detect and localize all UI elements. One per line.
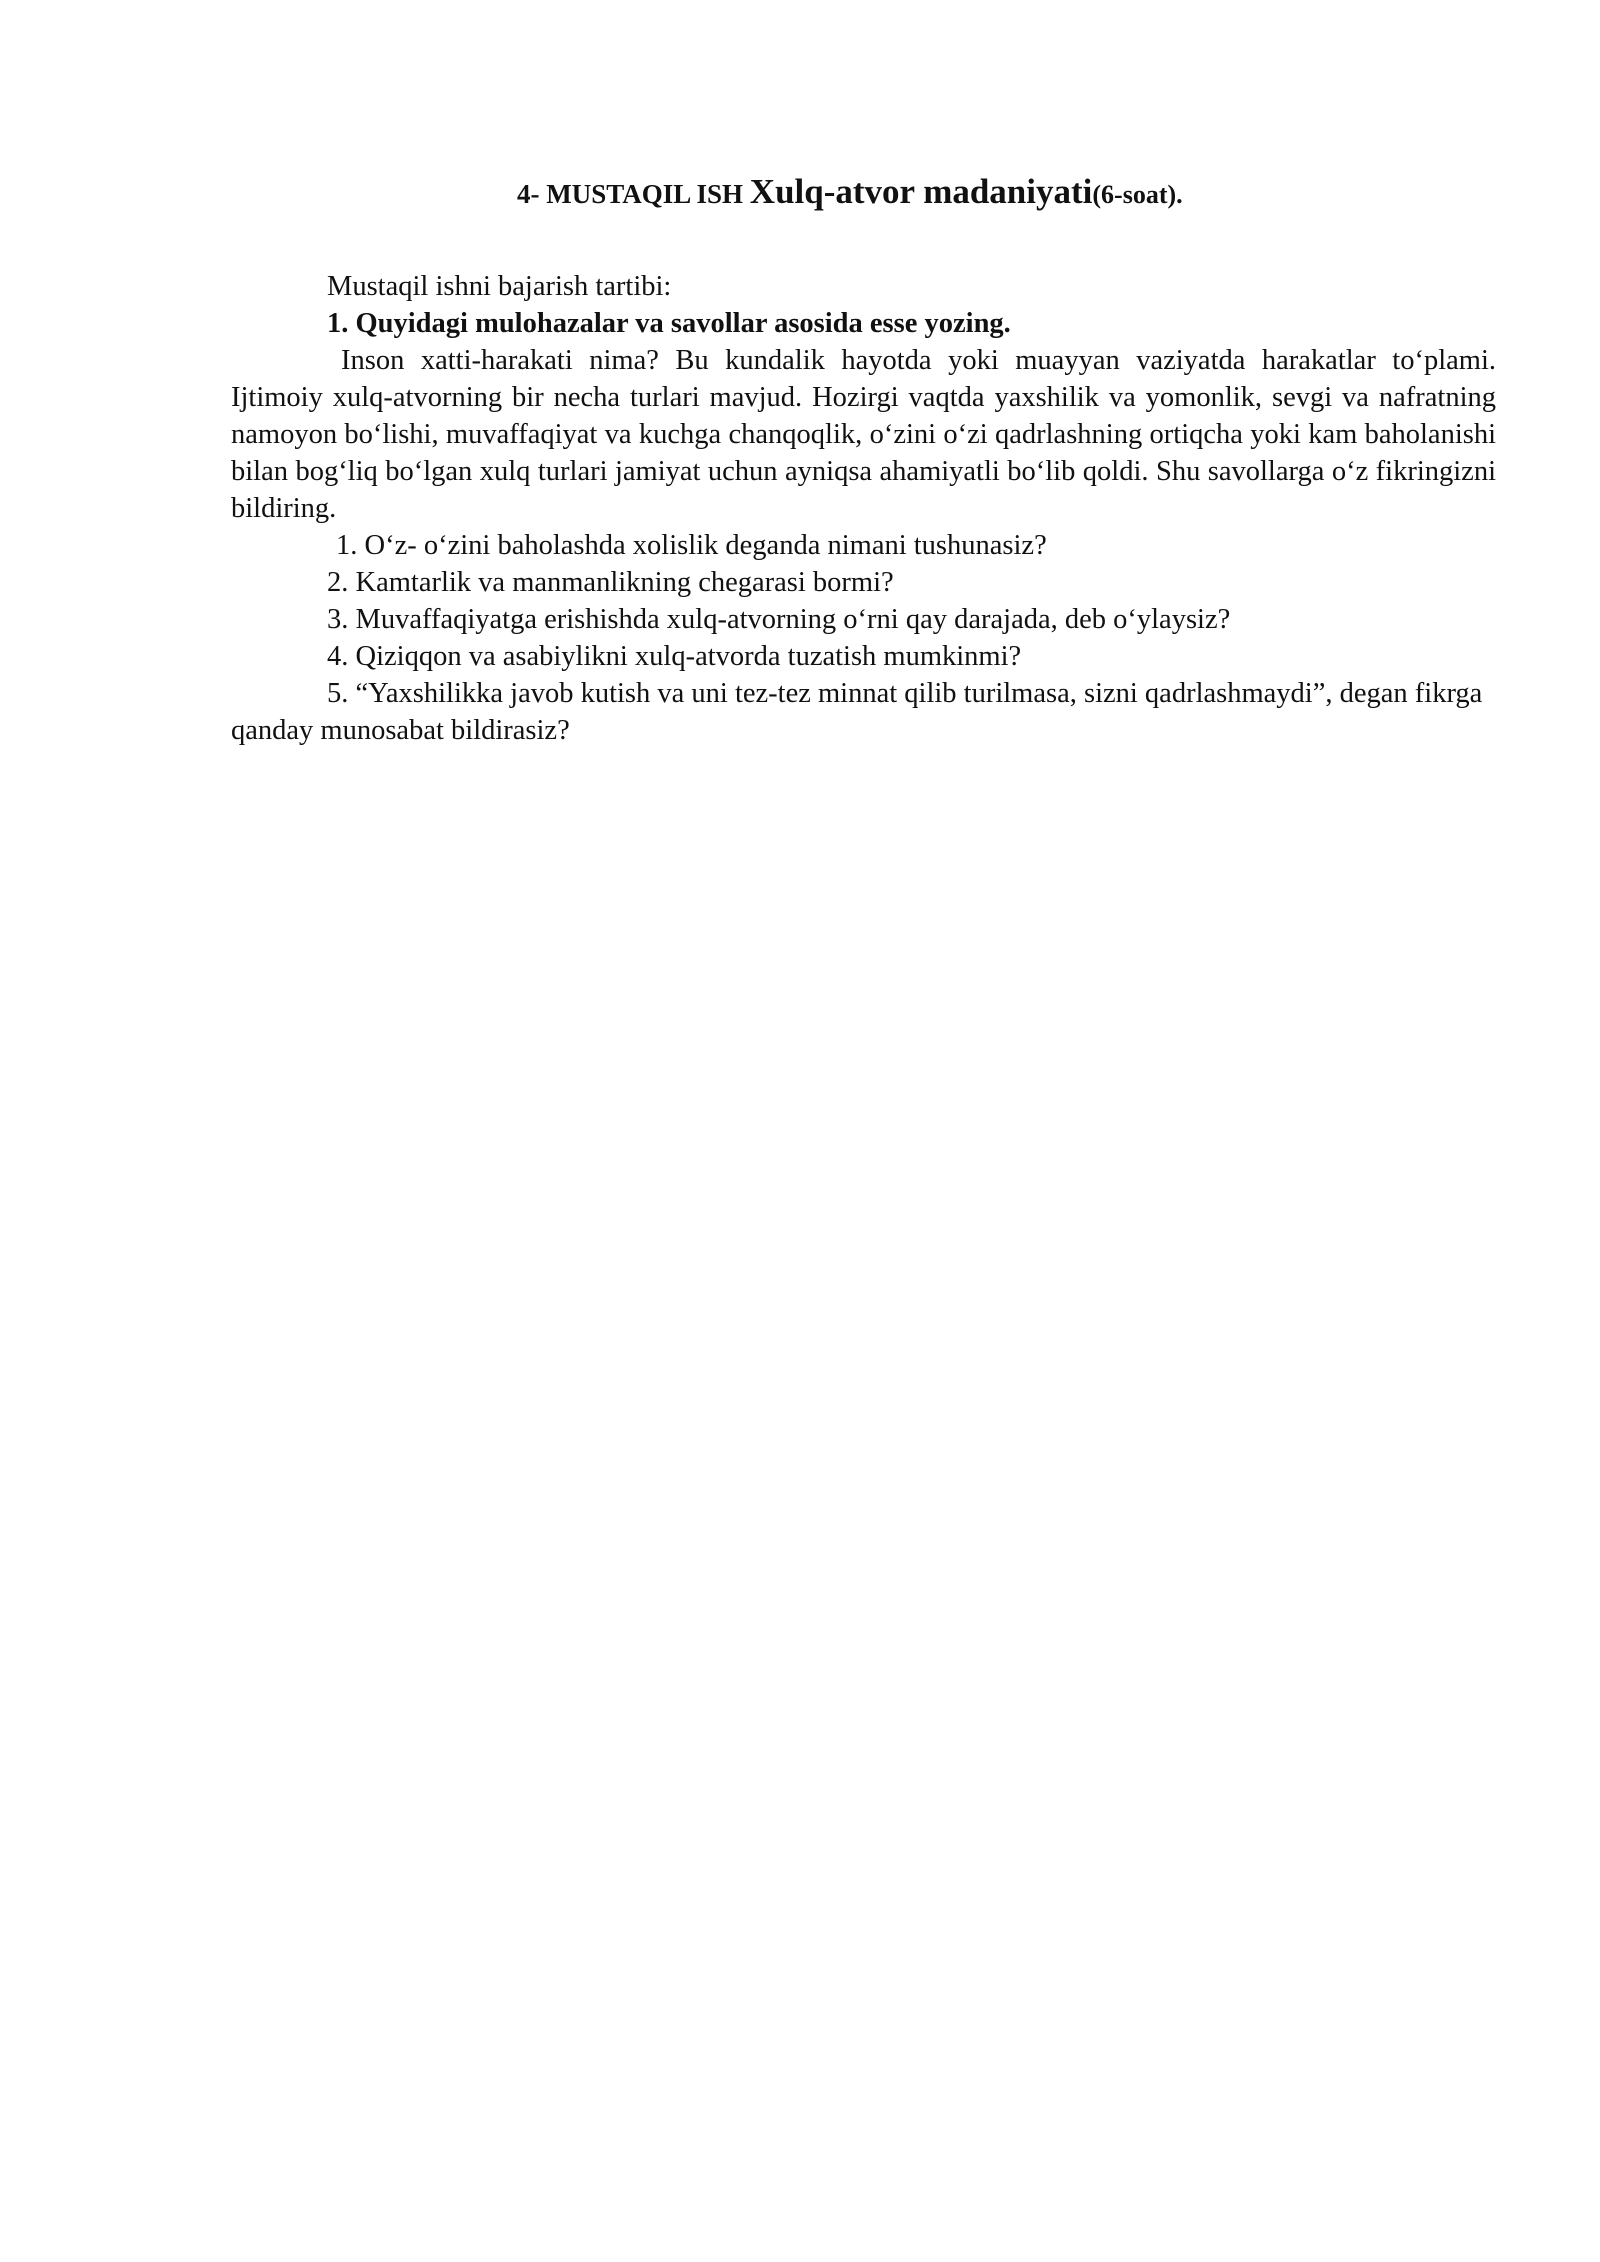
document-body — [231, 268, 1496, 749]
question-item: 5. “Yaxshilikka javob kutish va uni tez-tez minnat qilib turilmasa, sizni qadrlashmaydi”, degan fikrga qanday munosabat bildirasiz? — [231, 678, 1483, 746]
question-item: 1. O‘z- o‘zini baholashda xolislik deganda nimani tushunasiz? — [336, 530, 1047, 561]
task-heading: 1. Quyidagi mulohazalar va savollar asosida esse yozing. — [327, 308, 1011, 339]
procedure-label: Mustaqil ishni bajarish tartibi: — [327, 271, 672, 302]
title-main: Xulq-atvor madaniyati — [749, 172, 1093, 211]
question-item: 3. Muvaffaqiyatga erishishda xulq-atvorning o‘rni qay darajada, deb o‘ylaysiz? — [327, 604, 1231, 635]
question-item: 4. Qiziqqon va asabiylikni xulq-atvorda tuzatish mumkinmi? — [327, 641, 1022, 672]
question-item: 2. Kamtarlik va manmanlikning chegarasi bormi? — [327, 567, 894, 598]
page-title — [517, 168, 1183, 219]
title-prefix: 4- MUSTAQIL ISH — [517, 179, 750, 209]
intro-paragraph: Inson xatti-harakati nima? Bu kundalik hayotda yoki muayyan vaziyatda harakatlar to‘plami. Ijtimoiy xulq-atvorning bir necha turlari mavjud. Hozirgi vaqtda yaxshilik va yomonlik, sevgi va nafratning namoyon bo‘lishi, muvaffaqiyat va kuchga chanqoqlik, o‘zini o‘zi qadrlashning ortiqcha yoki kam baholanishi bilan bog‘liq bo‘lgan xulq turlari jamiyat uchun ayniqsa ahamiyatli bo‘lib qoldi. Shu savollarga o‘z fikringizni bildiring. — [231, 345, 1496, 524]
title-suffix: (6-soat). — [1092, 180, 1183, 209]
